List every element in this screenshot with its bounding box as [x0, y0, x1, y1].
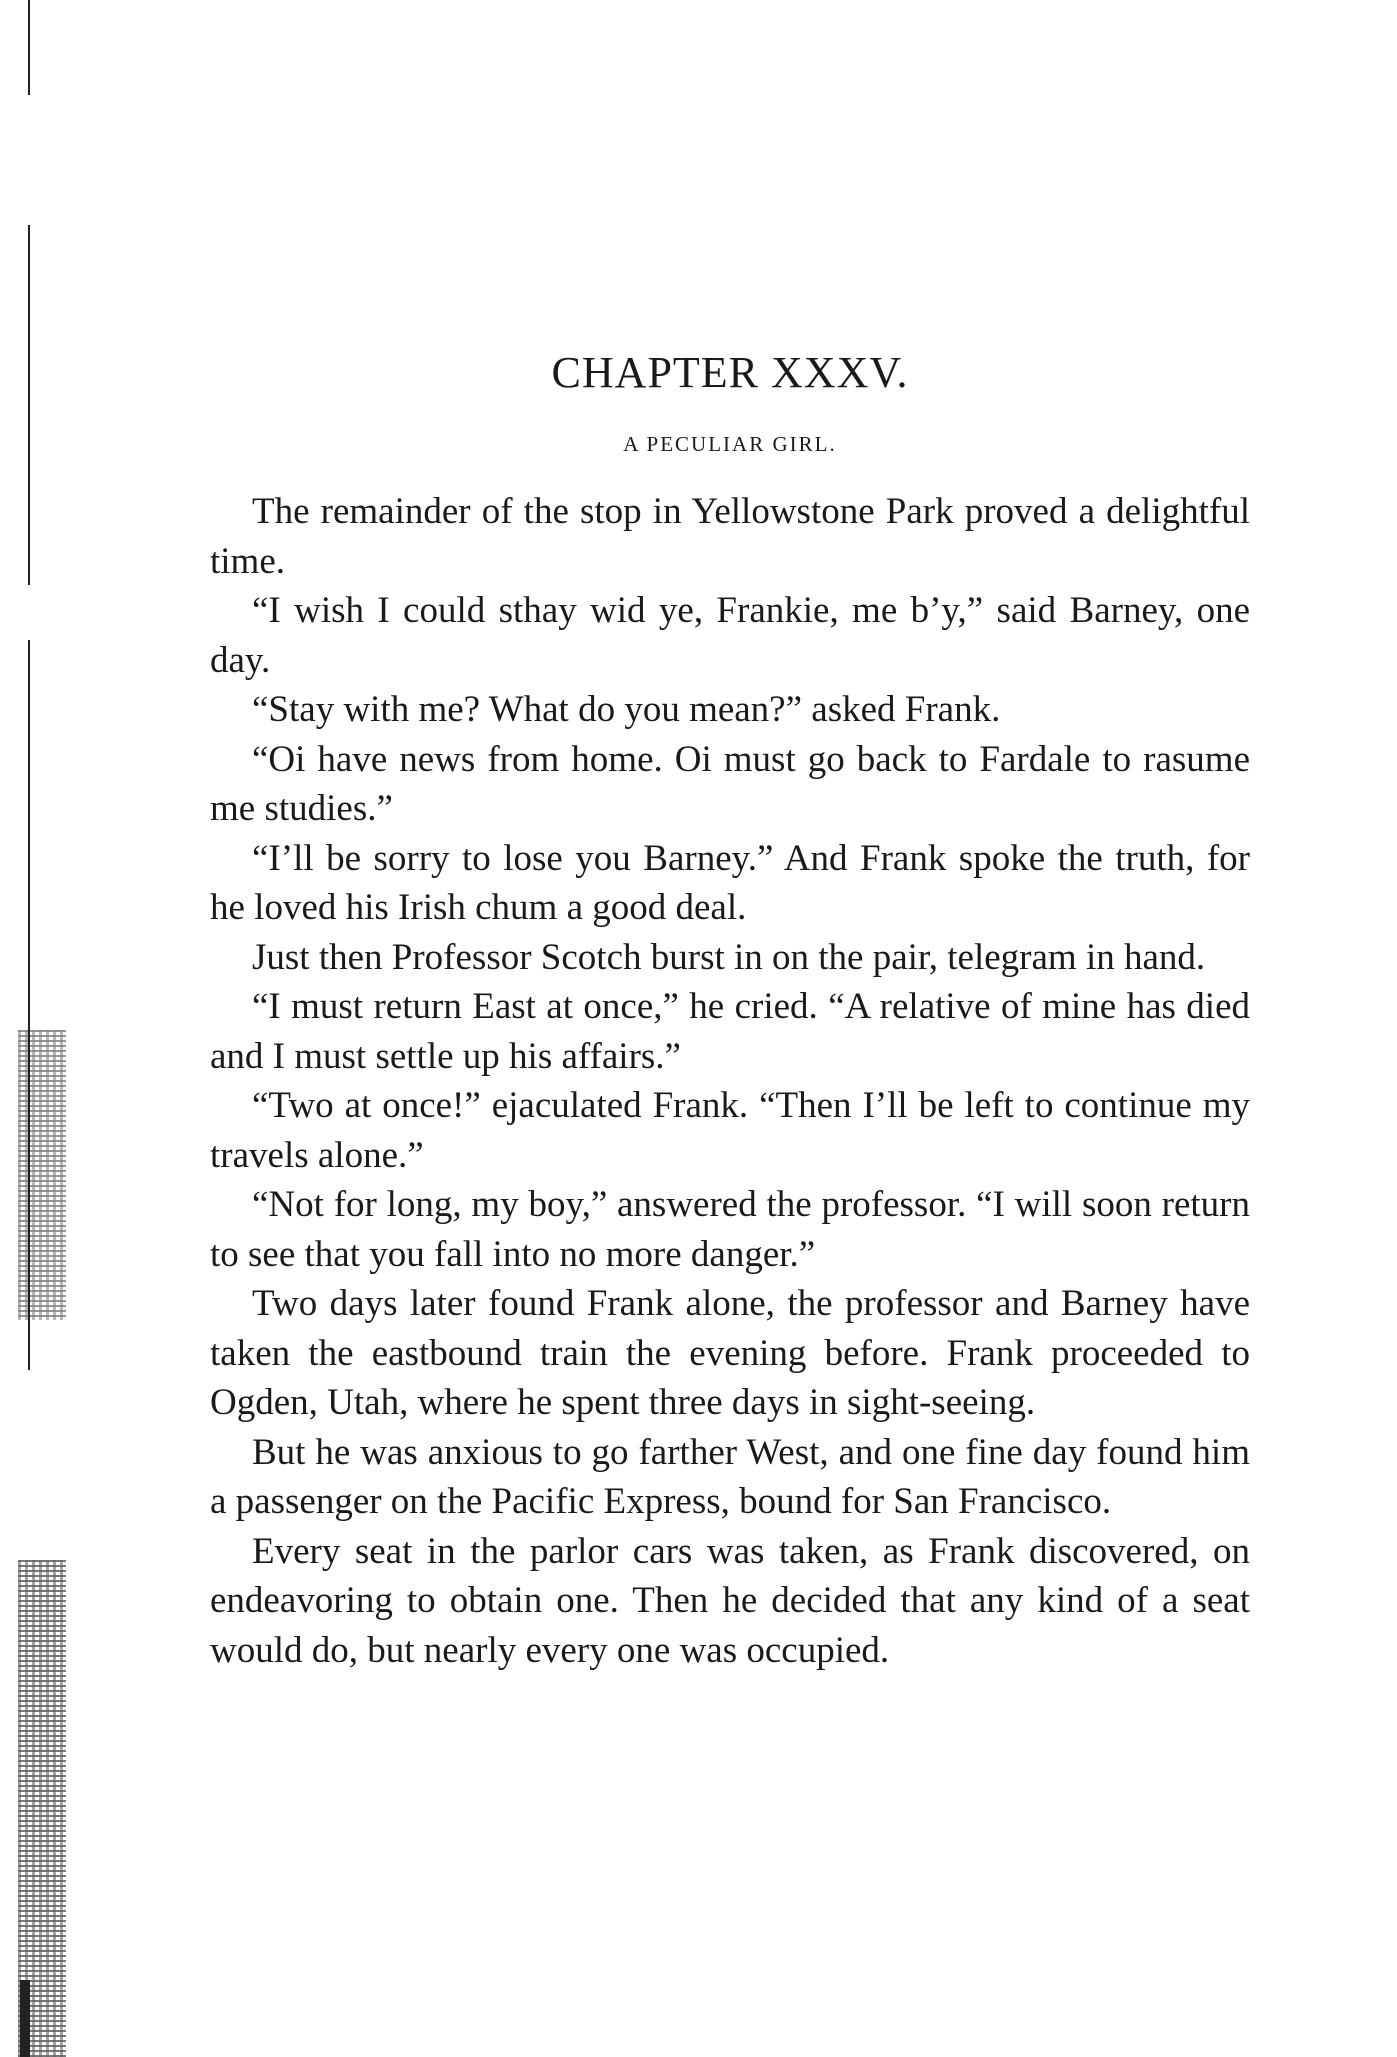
paragraph: The remainder of the stop in Yellowstone Park proved a delightful time. — [210, 491, 1250, 582]
paragraph: But he was anxious to go farther West, and one fine day found him a passenger on the Pacific Express, bound for San Francisco. — [210, 1431, 1250, 1522]
paragraph: “Two at once!” ejaculated Frank. “Then I’ll be left to continue my travels alone.” — [210, 1085, 1250, 1176]
paragraph: “I must return East at once,” he cried. “A relative of mine has died and I must settle up his affairs.” — [210, 986, 1250, 1077]
scan-edge-line-top — [28, 0, 30, 95]
paragraph: “Not for long, my boy,” answered the professor. “I will soon return to see that you fall into no more danger.” — [210, 1184, 1250, 1275]
chapter-title: CHAPTER XXXV. — [551, 348, 909, 397]
paragraph: “Stay with me? What do you mean?” asked Frank. — [252, 689, 1001, 730]
paragraph: “I wish I could sthay wid ye, Frankie, me b’y,” said Barney, one day. — [210, 590, 1250, 681]
binding-shadow-upper — [18, 1030, 66, 1320]
paragraph: Every seat in the parlor cars was taken, as Frank discovered, on endeavoring to obtain one. Then he decided that any kind of a seat would do, but nearly every one was occupied. — [210, 1530, 1250, 1671]
scan-edge-line-upper — [28, 225, 30, 585]
chapter-subtitle: A PECULIAR GIRL. — [623, 432, 837, 456]
paragraph: “Oi have news from home. Oi must go back to Fardale to rasume me studies.” — [210, 738, 1250, 829]
scan-edge-line-bottom — [20, 1980, 30, 2057]
chapter-text-block — [210, 345, 1250, 1675]
paragraph: Two days later found Frank alone, the professor and Barney have taken the eastbound train the evening before. Frank proceeded to Ogden, Utah, where he spent three days in sight-seeing. — [210, 1283, 1250, 1423]
paragraph: “I’ll be sorry to lose you Barney.” And Frank spoke the truth, for he loved his Irish chum a good deal. — [210, 837, 1250, 928]
paragraph: Just then Professor Scotch burst in on the pair, telegram in hand. — [252, 936, 1206, 978]
